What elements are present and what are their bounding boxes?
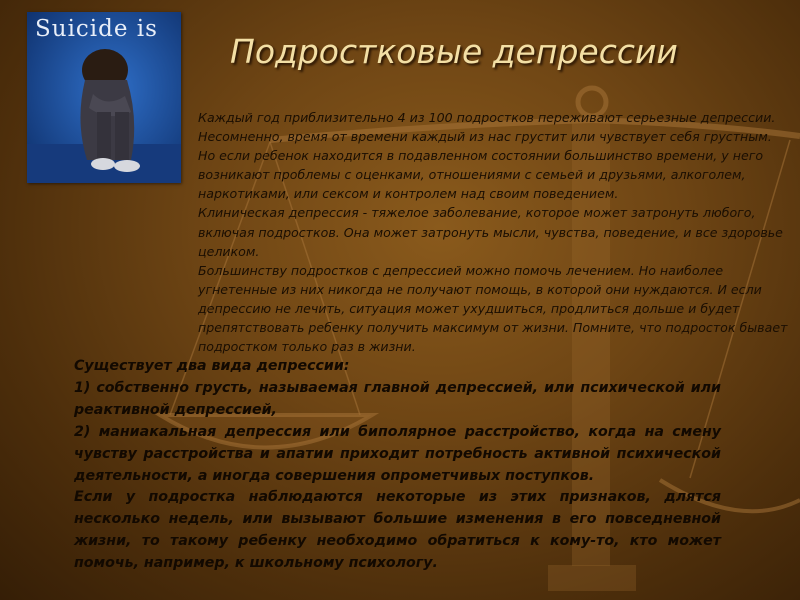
types-heading: Существует два вида депрессии: <box>74 358 350 374</box>
slide-title: Подростковые депрессии <box>230 32 678 71</box>
intro-paragraph: Каждый год приблизительно 4 из 100 подростков переживают серьезные депрессии. Несомненно, время от времени каждый из нас грустит или чувствует себя грустным. Но если ребенок находится в подавленном состоянии большинство времени, у него возникают проблемы с оценками, отношениями с семьей и друзьями, алкоголем, наркотиками, или сексом и контролем над своим поведением. <box>198 110 776 202</box>
intro-text-block <box>198 108 790 356</box>
type-item: 1) собственно грусть, называемая главной депрессией, или психической или реактивной депрессией, <box>74 379 721 418</box>
depression-types-block <box>74 356 721 575</box>
photo-caption: Suicide is <box>35 16 158 42</box>
advice-paragraph: Если у подростка наблюдаются некоторые из этих признаков, длятся несколько недель, или вызывают большие изменения в его повседневной жизни, то такому ребенку необходимо обратиться к кому-то, кто может помочь, например, к школьному психологу. <box>74 489 721 572</box>
intro-paragraph: Большинству подростков с депрессией можно помочь лечением. Но наиболее угнетенные из них никогда не получают помощь, в которой они нуждаются. И если депрессию не лечить, ситуация может ухудшиться, продлиться дольше и будет препятствовать ребенку получить максимум от жизни. Помните, что подросток бывает подростком только раз в жизни. <box>198 262 788 355</box>
type-item: 2) маниакальная депрессия или биполярное расстройство, когда на смену чувству расстройства и апатии приходит потребность активной психической деятельности, а иногда совершения опрометчивых поступков. <box>74 423 721 484</box>
sad-teen-photo <box>27 12 181 183</box>
intro-paragraph: Клиническая депрессия - тяжелое заболевание, которое может затронуть любого, включая подростков. Она может затронуть мысли, чувства, поведение, и все здоровье целиком. <box>198 205 783 259</box>
